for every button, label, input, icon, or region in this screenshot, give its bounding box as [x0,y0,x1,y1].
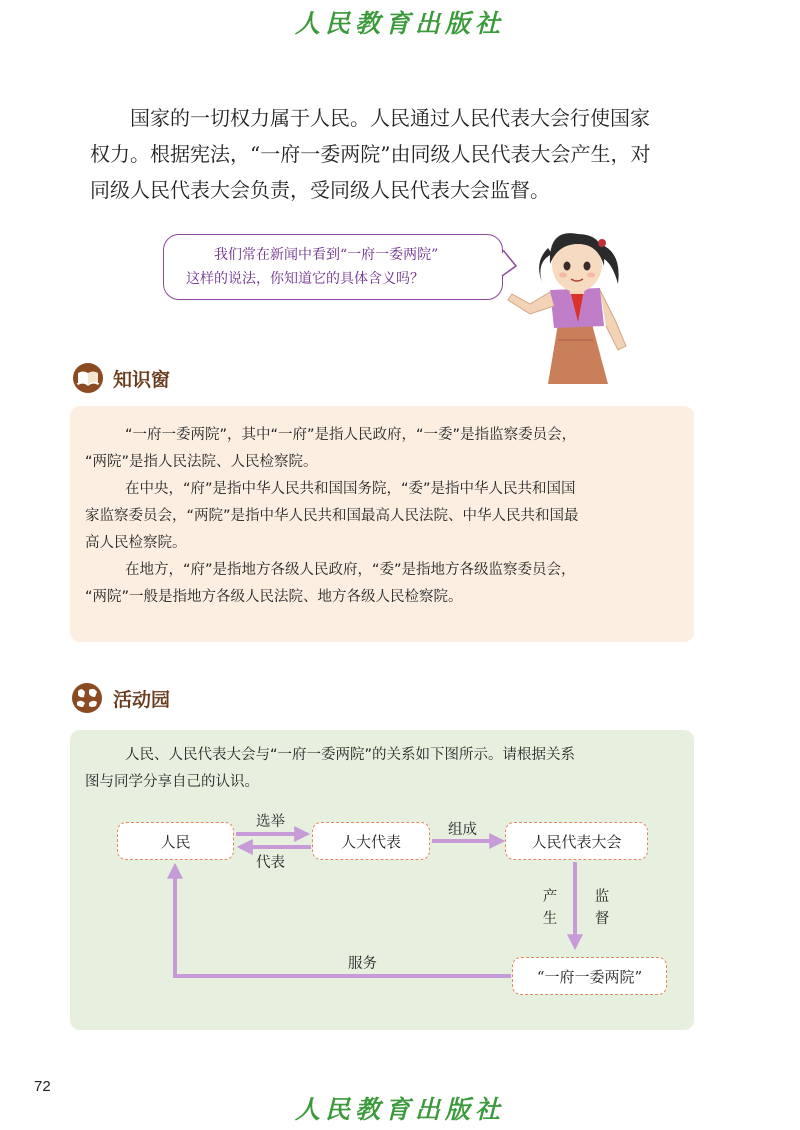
knowledge-window-title: 知识窗 [113,369,171,391]
label-elect: 选举 [256,814,285,830]
knowledge-line: “两院”是指人民法院、人民检察院。 [85,454,318,470]
serve-arrow [175,866,511,976]
intro-line: 权力。根据宪法，“一府一委两院”由同级人民代表大会产生，对 [90,142,651,166]
knowledge-line: 家监察委员会，“两院”是指中华人民共和国最高人民法院、中华人民共和国最 [85,508,579,524]
intro-line: 国家的一切权力属于人民。人民通过人民代表大会行使国家 [130,106,650,130]
knowledge-line: 高人民检察院。 [85,535,187,551]
activity-garden-title: 活动园 [113,689,171,711]
label-produce-char: 产 [542,889,558,905]
label-supervise-char: 监 [594,889,610,905]
knowledge-line: “一府一委两院”，其中“一府”是指人民政府，“一委”是指监察委员会， [125,427,577,443]
label-supervise [594,886,610,930]
knowledge-line: 在地方，“府”是指地方各级人民政府，“委”是指地方各级监察委员会， [125,562,576,578]
label-supervise-char: 督 [594,911,610,927]
node-deputies: 人大代表 [312,822,430,860]
intro-line: 同级人民代表大会负责，受同级人民代表大会监督。 [90,178,550,202]
node-government: “一府一委两院” [512,957,667,995]
node-congress: 人民代表大会 [505,822,648,860]
label-compose: 组成 [448,822,477,838]
publisher-watermark-bottom: 人民教育出版社 [294,1095,505,1124]
activity-line: 人民、人民代表大会与“一府一委两院”的关系如下图所示。请根据关系 [125,747,576,763]
bubble-line: 我们常在新闻中看到“一府一委两院” [214,247,439,263]
page-number: 72 [34,1078,51,1095]
knowledge-line: 在中央，“府”是指中华人民共和国国务院，“委”是指中华人民共和国国 [125,481,576,497]
label-produce [542,886,558,930]
label-produce-char: 生 [542,911,558,927]
label-serve: 服务 [348,956,377,972]
label-represent: 代表 [256,855,285,871]
node-people: 人民 [117,822,234,860]
activity-line: 图与同学分享自己的认识。 [85,774,259,790]
bubble-line: 这样的说法，你知道它的具体含义吗？ [186,271,424,287]
publisher-watermark-top: 人民教育出版社 [294,9,505,38]
knowledge-line: “两院”一般是指地方各级人民法院、地方各级人民检察院。 [85,589,463,605]
